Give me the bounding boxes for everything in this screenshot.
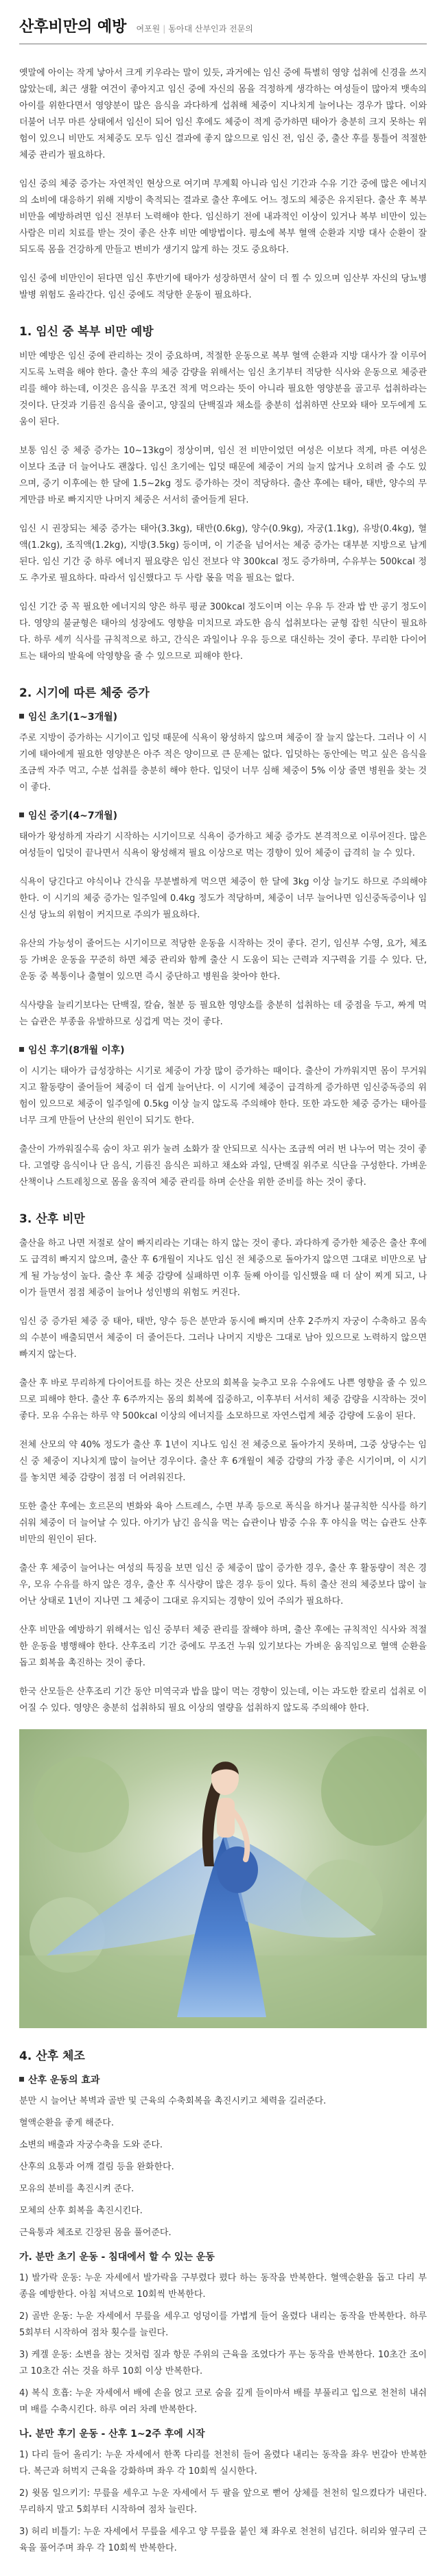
square-bullet-icon <box>19 812 24 817</box>
pregnant-woman-photo <box>19 1729 427 2028</box>
author-line <box>136 23 253 36</box>
list-item: 모유의 분비를 촉진시켜 준다. <box>19 2184 134 2194</box>
subsection-heading: 가. 분만 초기 운동 - 침대에서 할 수 있는 운동 <box>19 2252 215 2263</box>
section-paragraph: 임신 시 권장되는 체중 증가는 태아(3.3kg), 태반(0.6kg), 양수(0.9kg), 자궁(1.1kg), 유방(0.4kg), 혈액(1.2kg), 조직액(1.2kg), 지방(3.5kg) 등이며, 이 기준을 넘어서는 체중 증가는 대부분 지방으로 남게 된다. 임신 기간 중 하루 에너지 필요량은 임신 전보다 약 300kcal 정도 증가하며, 수유부는 500kcal 정도 추가로 필요하다. 따라서 임신했다고 두 사람 몫을 먹을 필요는 없다. <box>19 524 427 583</box>
effects-list <box>19 2093 427 2241</box>
section-paragraph: 주로 지방이 증가하는 시기이고 입덧 때문에 식욕이 왕성하지 않으며 체중이 잘 늘지 않는다. 그러나 이 시기에 태아에게 필요한 영양분은 아주 적은 양이므로 큰 문제는 없다. 입덧하는 동안에는 먹고 싶은 음식을 조금씩 자주 먹고, 수분 섭취를 충분히 해야 한다. 입덧이 너무 심해 체중이 5% 이상 줄면 병원을 찾는 것이 좋다. <box>19 733 427 793</box>
subsection-heading: 산후 운동의 효과 <box>19 2073 427 2086</box>
list-item: 2) 골반 운동: 누운 자세에서 무릎을 세우고 엉덩이를 가볍게 들어 올렸다 내리는 동작을 반복한다. 하루 5회부터 시작하여 점차 횟수를 늘린다. <box>19 2311 427 2338</box>
subsection-heading: 나. 분만 후기 운동 - 산후 1~2주 후에 시작 <box>19 2429 205 2440</box>
section-paragraph: 산후 비만을 예방하기 위해서는 임신 중부터 체중 관리를 잘해야 하며, 출산 후에는 규칙적인 식사와 적절한 운동을 병행해야 한다. 산후조리 기간 중에도 무조건 누워 있기보다는 가벼운 움직임으로 혈액 순환을 돕고 회복을 촉진하는 것이 좋다. <box>19 1625 427 1668</box>
square-bullet-icon <box>19 2077 24 2082</box>
section-paragraph: 출산을 하고 나면 저절로 살이 빠지리라는 기대는 하지 않는 것이 좋다. 과다하게 증가한 체중은 출산 후에도 급격히 빠지지 않으며, 출산 후 6개월이 지나도 임신 전 체중으로 돌아가지 않으면 그대로 비만으로 남게 될 가능성이 높다. 출산 후 체중 감량에 실패하면 이후 둘째 아이를 임신했을 때 더 살이 찌게 되고, 나이가 들면서 점점 체중이 늘어나 성인병의 위험도 커진다. <box>19 1238 427 1298</box>
section-paragraph: 태아가 왕성하게 자라기 시작하는 시기이므로 식욕이 증가하고 체중 증가도 본격적으로 이루어진다. 많은 여성들이 입덧이 끝나면서 식욕이 왕성해져 필요 이상으로 먹는 경향이 있어 체중이 급격히 늘 수 있다. <box>19 832 427 858</box>
list-item: 1) 다리 들어 올리기: 누운 자세에서 한쪽 다리를 천천히 들어 올렸다 내리는 동작을 좌우 번갈아 반복한다. 복근과 허벅지 근육을 강화하며 좌우 각 10회씩 실시한다. <box>19 2450 427 2477</box>
section-paragraph: 출산 후 바로 무리하게 다이어트를 하는 것은 산모의 회복을 늦추고 모유 수유에도 나쁜 영향을 줄 수 있으므로 피해야 한다. 출산 후 6주까지는 몸의 회복에 집중하고, 이후부터 서서히 체중 감량을 시작하는 것이 좋다. 모유 수유는 하루 약 500kcal 이상의 에너지를 소모하므로 자연스럽게 체중 감량에 도움이 된다. <box>19 1378 427 1421</box>
square-bullet-icon <box>19 714 24 719</box>
list-item: 2) 윗몸 일으키기: 무릎을 세우고 누운 자세에서 두 팔을 앞으로 뻗어 상체를 천천히 일으켰다가 내린다. 무리하지 말고 5회부터 시작하여 점차 늘린다. <box>19 2488 427 2515</box>
article-header <box>19 15 427 45</box>
author-department: 동아대 산부인과 전문의 <box>168 24 253 34</box>
section-paragraph: 또한 출산 후에는 호르몬의 변화와 육아 스트레스, 수면 부족 등으로 폭식을 하거나 불규칙한 식사를 하기 쉬워 체중이 더 늘어날 수 있다. 아기가 남긴 음식을 먹는 습관이나 밤중 수유 후 야식을 먹는 습관도 산후 비만의 원인이 된다. <box>19 1502 427 1545</box>
section-paragraph: 한국 산모들은 산후조리 기간 동안 미역국과 밥을 많이 먹는 경향이 있는데, 이는 과도한 칼로리 섭취로 이어질 수 있다. 영양은 충분히 섭취하되 필요 이상의 열량을 섭취하지 않도록 주의해야 한다. <box>19 1687 427 1713</box>
section-paragraph: 식사량을 늘리기보다는 단백질, 칼슘, 철분 등 필요한 영양소를 충분히 섭취하는 데 중점을 두고, 짜게 먹는 습관은 부종을 유발하므로 싱겁게 먹는 것이 좋다. <box>19 1000 427 1027</box>
section-heading: 4. 산후 체조 <box>19 2049 85 2063</box>
list-item: 3) 허리 비틀기: 누운 자세에서 무릎을 세우고 양 무릎을 붙인 채 좌우로 천천히 넘긴다. 허리와 옆구리 근육을 풀어주며 좌우 각 10회씩 반복한다. <box>19 2527 427 2553</box>
section-paragraph: 임신 기간 중 꼭 필요한 에너지의 양은 하루 평균 300kcal 정도이며 이는 우유 두 잔과 밥 반 공기 정도이다. 영양의 불균형은 태아의 성장에도 영향을 미치므로 과도한 음식 섭취보다는 균형 잡힌 식단이 필요하다. 하루 세끼 식사를 규칙적으로 하고, 간식은 과일이나 우유 등으로 대신하는 것이 좋다. 무리한 다이어트는 태아의 발육에 악영향을 줄 수 있으므로 피해야 한다. <box>19 602 427 662</box>
list-item: 혈액순환을 좋게 해준다. <box>19 2118 114 2128</box>
exercise-list <box>19 2270 427 2418</box>
list-item: 4) 복식 호흡: 누운 자세에서 배에 손을 얹고 코로 숨을 깊게 들이마셔 배를 부풀리고 입으로 천천히 내쉬며 배를 수축시킨다. 하루 여러 차례 반복한다. <box>19 2388 427 2415</box>
list-item: 소변의 배출과 자궁수축을 도와 준다. <box>19 2140 163 2150</box>
section-paragraph: 식욕이 당긴다고 야식이나 간식을 무분별하게 먹으면 체중이 한 달에 3kg 이상 늘기도 하므로 주의해야 한다. 이 시기의 체중 증가는 일주일에 0.4kg 정도가 적당하며, 체중이 너무 늘어나면 임신중독증이나 임신성 당뇨의 위험이 커지므로 주의가 필요하다. <box>19 877 427 920</box>
subsection-heading: 임신 후기(8개월 이후) <box>19 1043 427 1057</box>
section-paragraph: 출산이 가까워질수록 숨이 차고 위가 눌려 소화가 잘 안되므로 식사는 조금씩 여러 번 나누어 먹는 것이 좋다. 고열량 음식이나 단 음식, 기름진 음식은 피하고 채소와 과일, 단백질 위주로 식단을 구성한다. 가벼운 산책이나 스트레칭으로 몸을 움직여 체중 관리를 하며 순산을 위한 준비를 하는 것이 좋다. <box>19 1144 427 1188</box>
intro-paragraph: 옛말에 아이는 작게 낳아서 크게 키우라는 말이 있듯, 과거에는 임신 중에 특별히 영양 섭취에 신경을 쓰지 않았는데, 최근 생활 여건이 좋아지고 임신 중에 자신의 몸을 걱정하게 생각하는 여성들이 많아져 뱃속의 아이를 위한다면서 영양분이 많은 음식을 과다하게 섭취해 체중이 지나치게 늘어나는 경우가 많다. 이와 더불어 너무 마른 상태에서 임신이 되어 임신 후에도 체중이 적게 증가하면 태아가 충분히 크지 못하는 위험이 있으니 비만도 저체중도 모두 임신 결과에 좋지 않으므로 임신 전, 임신 중, 출산 후를 통틀어 적절한 체중 관리가 필요하다. <box>19 68 427 160</box>
intro-paragraph: 임신 중에 비만인이 된다면 임신 후반기에 태아가 성장하면서 살이 더 찔 수 있으며 임산부 자신의 당뇨병 발병 위험도 올라간다. 임신 중에도 적당한 운동이 필요하다. <box>19 274 427 300</box>
subsection-heading: 임신 중기(4~7개월) <box>19 808 427 822</box>
list-item: 3) 케겔 운동: 소변을 참는 것처럼 질과 항문 주위의 근육을 조였다가 푸는 동작을 반복한다. 10초간 조이고 10초간 쉬는 것을 하루 10회 이상 반복한다. <box>19 2350 427 2376</box>
section-heading: 2. 시기에 따른 체중 증가 <box>19 686 150 700</box>
list-item: 근육통과 체조로 긴장된 몸을 풀어준다. <box>19 2228 172 2238</box>
page-title: 산후비만의 예방 <box>19 19 127 36</box>
intro-paragraph: 임신 중의 체중 증가는 자연적인 현상으로 여기며 무계획 아니라 임신 기간과 수유 기간 중에 많은 에너지의 소비에 대응하기 위해 지방이 축적되는 결과로 출산 후에도 어느 정도의 체중은 유지된다. 출산 후 복부 비만을 예방하려면 임신 전부터 노력해야 한다. 임신하기 전에 내과적인 이상이 있거나 복부 비만이 있는 사람은 미리 치료를 받는 것이 좋은 산후 비만 예방법이다. 평소에 복부 혈액 순환과 지방 대사 순환이 잘 되도록 몸을 건강하게 만들고 변비가 생기지 않게 하는 것도 중요하다. <box>19 179 427 255</box>
section-paragraph: 유산의 가능성이 줄어드는 시기이므로 적당한 운동을 시작하는 것이 좋다. 걷기, 임신부 수영, 요가, 체조 등 가벼운 운동을 꾸준히 하면 체중 관리와 함께 출산 시 도움이 되는 근력과 지구력을 기를 수 있다. 단, 운동 중 복통이나 출혈이 있으면 즉시 중단하고 병원을 찾아야 한다. <box>19 939 427 982</box>
subsection-heading: 임신 초기(1~3개월) <box>19 710 427 723</box>
section-paragraph: 비만 예방은 임신 중에 관리하는 것이 중요하며, 적절한 운동으로 복부 혈액 순환과 지방 대사가 잘 이루어지도록 노력을 해야 한다. 출산 후의 체중 감량을 위해서는 임신 초기부터 적당한 식사와 운동으로 체중관리를 해야 하는데, 이것은 음식을 무조건 적게 먹으라는 뜻이 아니라 필요한 영양분을 골고루 섭취하라는 것이다. 단것과 기름진 음식을 줄이고, 양질의 단백질과 채소를 충분히 섭취하면 산모와 태아 모두에게 도움이 된다. <box>19 351 427 427</box>
section-heading: 3. 산후 비만 <box>19 1212 85 1226</box>
list-item: 분만 시 늘어난 복벽과 골반 및 근육의 수축회복을 촉진시키고 체력을 길러준다. <box>19 2096 327 2106</box>
section-paragraph: 보통 임신 중 체중 증가는 10~13kg이 정상이며, 임신 전 비만이었던 여성은 이보다 적게, 마른 여성은 이보다 조금 더 늘어나도 괜찮다. 임신 초기에는 입덧 때문에 체중이 거의 늘지 않거나 오히려 줄 수도 있으며, 중기 이후에는 한 달에 1.5~2kg 정도 증가하는 것이 적당하다. 출산 후에는 태아, 태반, 양수의 무게만큼 바로 빠지지만 나머지 체중은 서서히 줄어들게 된다. <box>19 446 427 505</box>
list-item: 모체의 산후 회복을 촉진시킨다. <box>19 2206 143 2216</box>
section-paragraph: 출산 후 체중이 늘어나는 여성의 특징을 보면 임신 중 체중이 많이 증가한 경우, 출산 후 활동량이 적은 경우, 모유 수유를 하지 않은 경우, 출산 후 식사량이 많은 경우 등이 있다. 특히 출산 전의 체중보다 많이 늘어난 상태로 1년이 지나면 그 체중이 그대로 유지되는 경향이 있어 주의가 필요하다. <box>19 1563 427 1606</box>
meta-separator: | <box>163 24 166 34</box>
square-bullet-icon <box>19 1047 24 1052</box>
section-paragraph: 이 시기는 태아가 급성장하는 시기로 체중이 가장 많이 증가하는 때이다. 출산이 가까워지면 몸이 무거워지고 활동량이 줄어들어 체중이 더 쉽게 늘어난다. 이 시기에 체중이 급격하게 증가하면 임신중독증의 위험이 있으므로 체중이 일주일에 0.5kg 이상 늘지 않도록 주의해야 한다. 또한 과도한 체중 증가는 태아를 너무 크게 만들어 난산의 원인이 되기도 한다. <box>19 1066 427 1126</box>
section-paragraph: 임신 중 증가된 체중 중 태아, 태반, 양수 등은 분만과 동시에 빠지며 산후 2주까지 자궁이 수축하고 몸속의 수분이 배출되면서 체중이 더 줄어든다. 그러나 나머지 지방은 그대로 남아 있으므로 노력하지 않으면 빠지지 않는다. <box>19 1316 427 1360</box>
exercise-list <box>19 2447 427 2557</box>
photo-illustration <box>19 1729 427 2028</box>
list-item: 1) 발가락 운동: 누운 자세에서 발가락을 구부렸다 폈다 하는 동작을 반복한다. 혈액순환을 돕고 다리 부종을 예방한다. 아침 저녁으로 10회씩 반복한다. <box>19 2273 427 2300</box>
section-paragraph: 전체 산모의 약 40% 정도가 출산 후 1년이 지나도 임신 전 체중으로 돌아가지 못하며, 그중 상당수는 임신 중 체중이 지나치게 많이 늘어난 경우이다. 출산 후 6개월이 체중 감량의 가장 좋은 시기이며, 이 시기를 놓치면 체중 감량이 점점 더 어려워진다. <box>19 1440 427 1483</box>
author-name: 여포원 <box>136 24 161 34</box>
list-item: 산후의 요통과 어깨 결림 등을 완화한다. <box>19 2162 174 2172</box>
section-heading: 1. 임신 중 복부 비만 예방 <box>19 325 154 339</box>
